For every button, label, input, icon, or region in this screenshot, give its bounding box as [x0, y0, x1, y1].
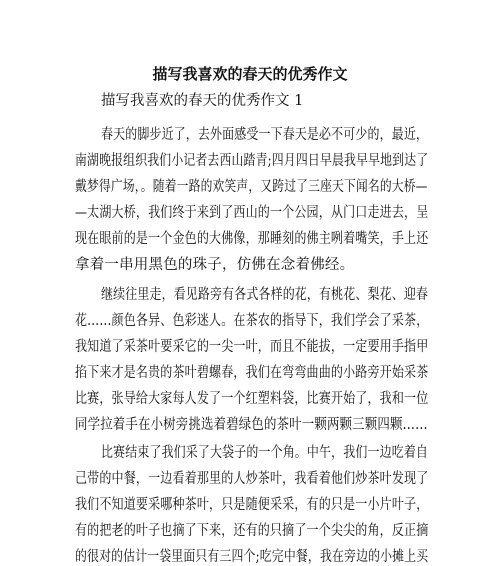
paragraph-1-line-6: 拿着一串用黑色的珠子，仿佛在念着佛经。: [75, 257, 355, 273]
paragraph-2-line-6: 同学拉着手在小树旁挑选着碧绿色的茶叶一颗两颗三颗四颗……: [75, 417, 428, 433]
paragraph-2-line-3: 我知道了采茶叶要采它的一尖一叶，而且不能拔，一定要用手指甲: [75, 339, 429, 355]
paragraph-2-line-2: 花……颜色各异、色彩迷人。在茶农的指导下，我们学会了采茶，: [75, 313, 429, 329]
document-title: 描写我喜欢的春天的优秀作文: [152, 65, 348, 83]
document-subtitle: 描写我喜欢的春天的优秀作文 1: [101, 93, 304, 109]
paragraph-3-line-4: 有的把老的叶子也摘了下来，还有的只摘了一个尖尖的角，反正摘: [75, 523, 429, 539]
paragraph-1-line-3: 戴梦得广场，。随着一路的欢笑声，又跨过了三座天下闻名的大桥—: [75, 179, 428, 195]
paragraph-3-line-2: 己带的中餐，一边看着那里的人炒茶叶，我看着他们炒茶叶发现了: [75, 471, 429, 487]
paragraph-1-line-1: 春天的脚步近了，去外面感受一下春天是必不可少的，最近，: [101, 127, 429, 143]
paragraph-1-line-2: 南湖晚报组织我们小记者去西山踏青;四月四日早晨我早早地到达了: [75, 153, 429, 169]
paragraph-2-line-5: 比赛，张导给大家每人发了一个红塑料袋，比赛开始了，我和一位: [75, 391, 429, 407]
paragraph-2-line-4: 掐下来才是名贵的茶叶碧螺春，我们在弯弯曲曲的小路旁开始采茶: [75, 365, 429, 381]
paragraph-3-line-3: 我们不知道要采哪种茶叶，只是随便采采，有的只是一小片叶子，: [75, 497, 429, 513]
paragraph-1-line-5: 现在眼前的是一个金色的大佛像，那睡刻的佛主咧着嘴笑，手上还: [75, 231, 429, 247]
paragraph-2-line-1: 继续往里走，看见路旁有各式各样的花，有桃花、梨花、迎春: [101, 287, 429, 303]
paragraph-1-line-4: —太湖大桥，我们终于来到了西山的一个公园，从门口走进去，呈: [75, 205, 429, 221]
paragraph-3-line-5: 的很对的估计一袋里面只有三四个;吃完中餐，我在旁边的小摊上买: [75, 549, 429, 565]
paragraph-3-line-1: 比赛结束了我们采了大袋子的一个角。中午，我们一边吃着自: [101, 445, 429, 461]
